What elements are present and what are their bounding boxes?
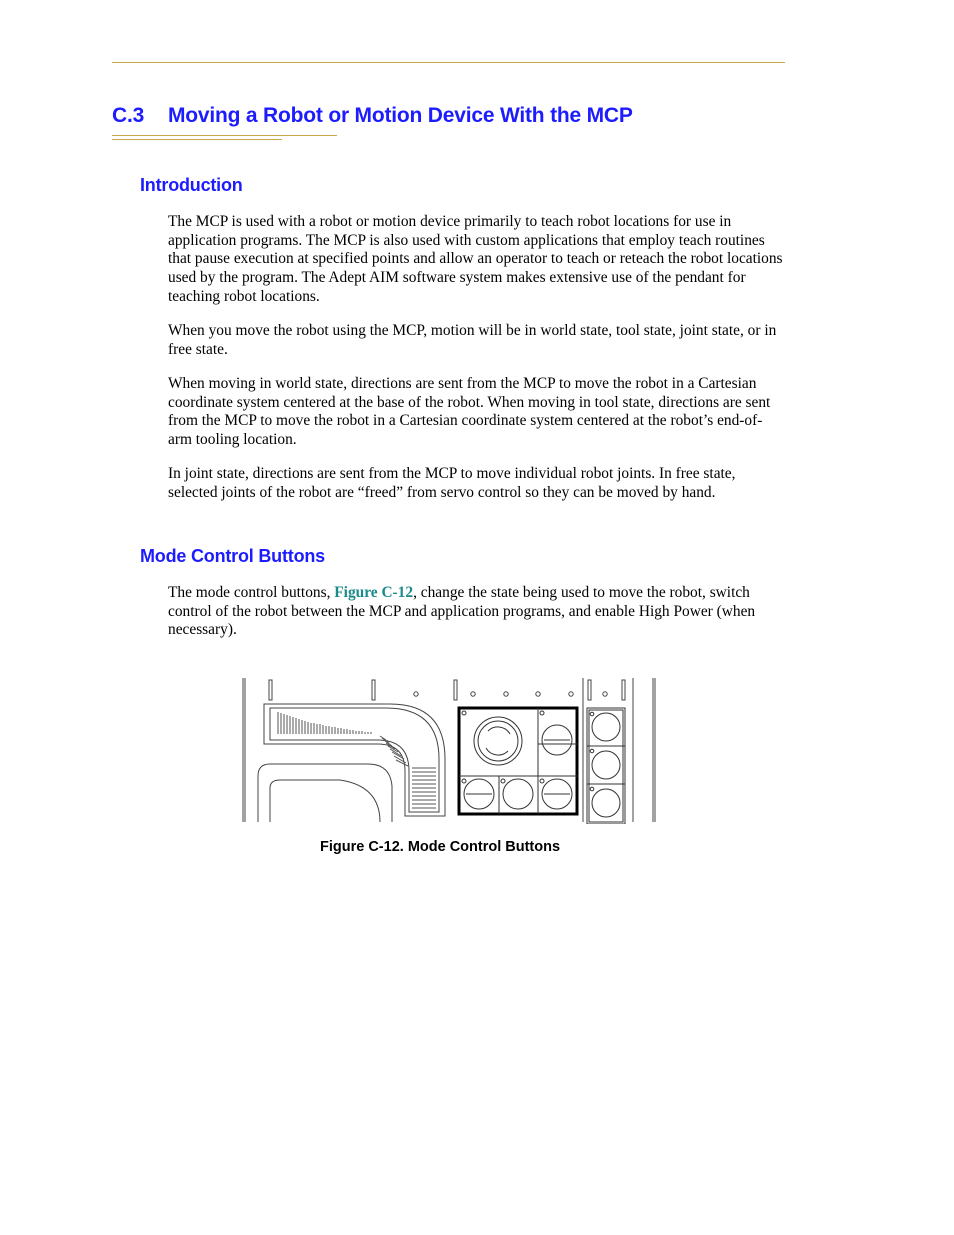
section-title [112, 104, 633, 128]
mode-control-heading: Mode Control Buttons [140, 546, 325, 566]
title-underline-secondary [112, 139, 282, 140]
intro-paragraph-4: In joint state, directions are sent from the MCP to move individual robot joints. In free state, selected joints of the robot are “freed” from servo control so they can be moved by hand. [168, 465, 736, 501]
mode-control-figure [240, 676, 658, 824]
header-rule [112, 62, 785, 63]
figure-c12-link[interactable]: Figure C-12 [334, 584, 414, 601]
mode-control-text-after: , change the state being used to move the robot, switch control of the robot between the MCP and application programs, and enable High Power (when necessary). [168, 584, 756, 639]
section-number: C.3 [112, 104, 145, 127]
intro-paragraph-3: When moving in world state, directions are sent from the MCP to move the robot in a Cartesian coordinate system centered at the base of the robot. When moving in tool state, directions are sent from the MCP to move the robot in a Cartesian coordinate system centered at the robot’s end-of-arm tooling location. [168, 375, 771, 449]
mcp-illustration [240, 676, 658, 824]
figure-caption: Figure C-12. Mode Control Buttons [320, 839, 561, 855]
intro-paragraph-1: The MCP is used with a robot or motion device primarily to teach robot locations for use in application programs. The MCP is also used with custom applications that employ teach routines that pause execution at specified points and allow an operator to teach or reteach the robot locations used by the program. The Adept AIM software system makes extensive use of the pendant for teaching robot locations. [168, 213, 783, 305]
section-title-text: Moving a Robot or Motion Device With the MCP [168, 104, 633, 127]
mode-control-text-before: The mode control buttons, [168, 584, 335, 601]
introduction-heading: Introduction [140, 175, 243, 195]
title-underline [112, 135, 337, 136]
mode-control-paragraph [168, 584, 786, 640]
mode-buttons-highlight [459, 708, 577, 814]
intro-paragraph-2: When you move the robot using the MCP, motion will be in world state, tool state, joint state, or in free state. [168, 322, 777, 358]
